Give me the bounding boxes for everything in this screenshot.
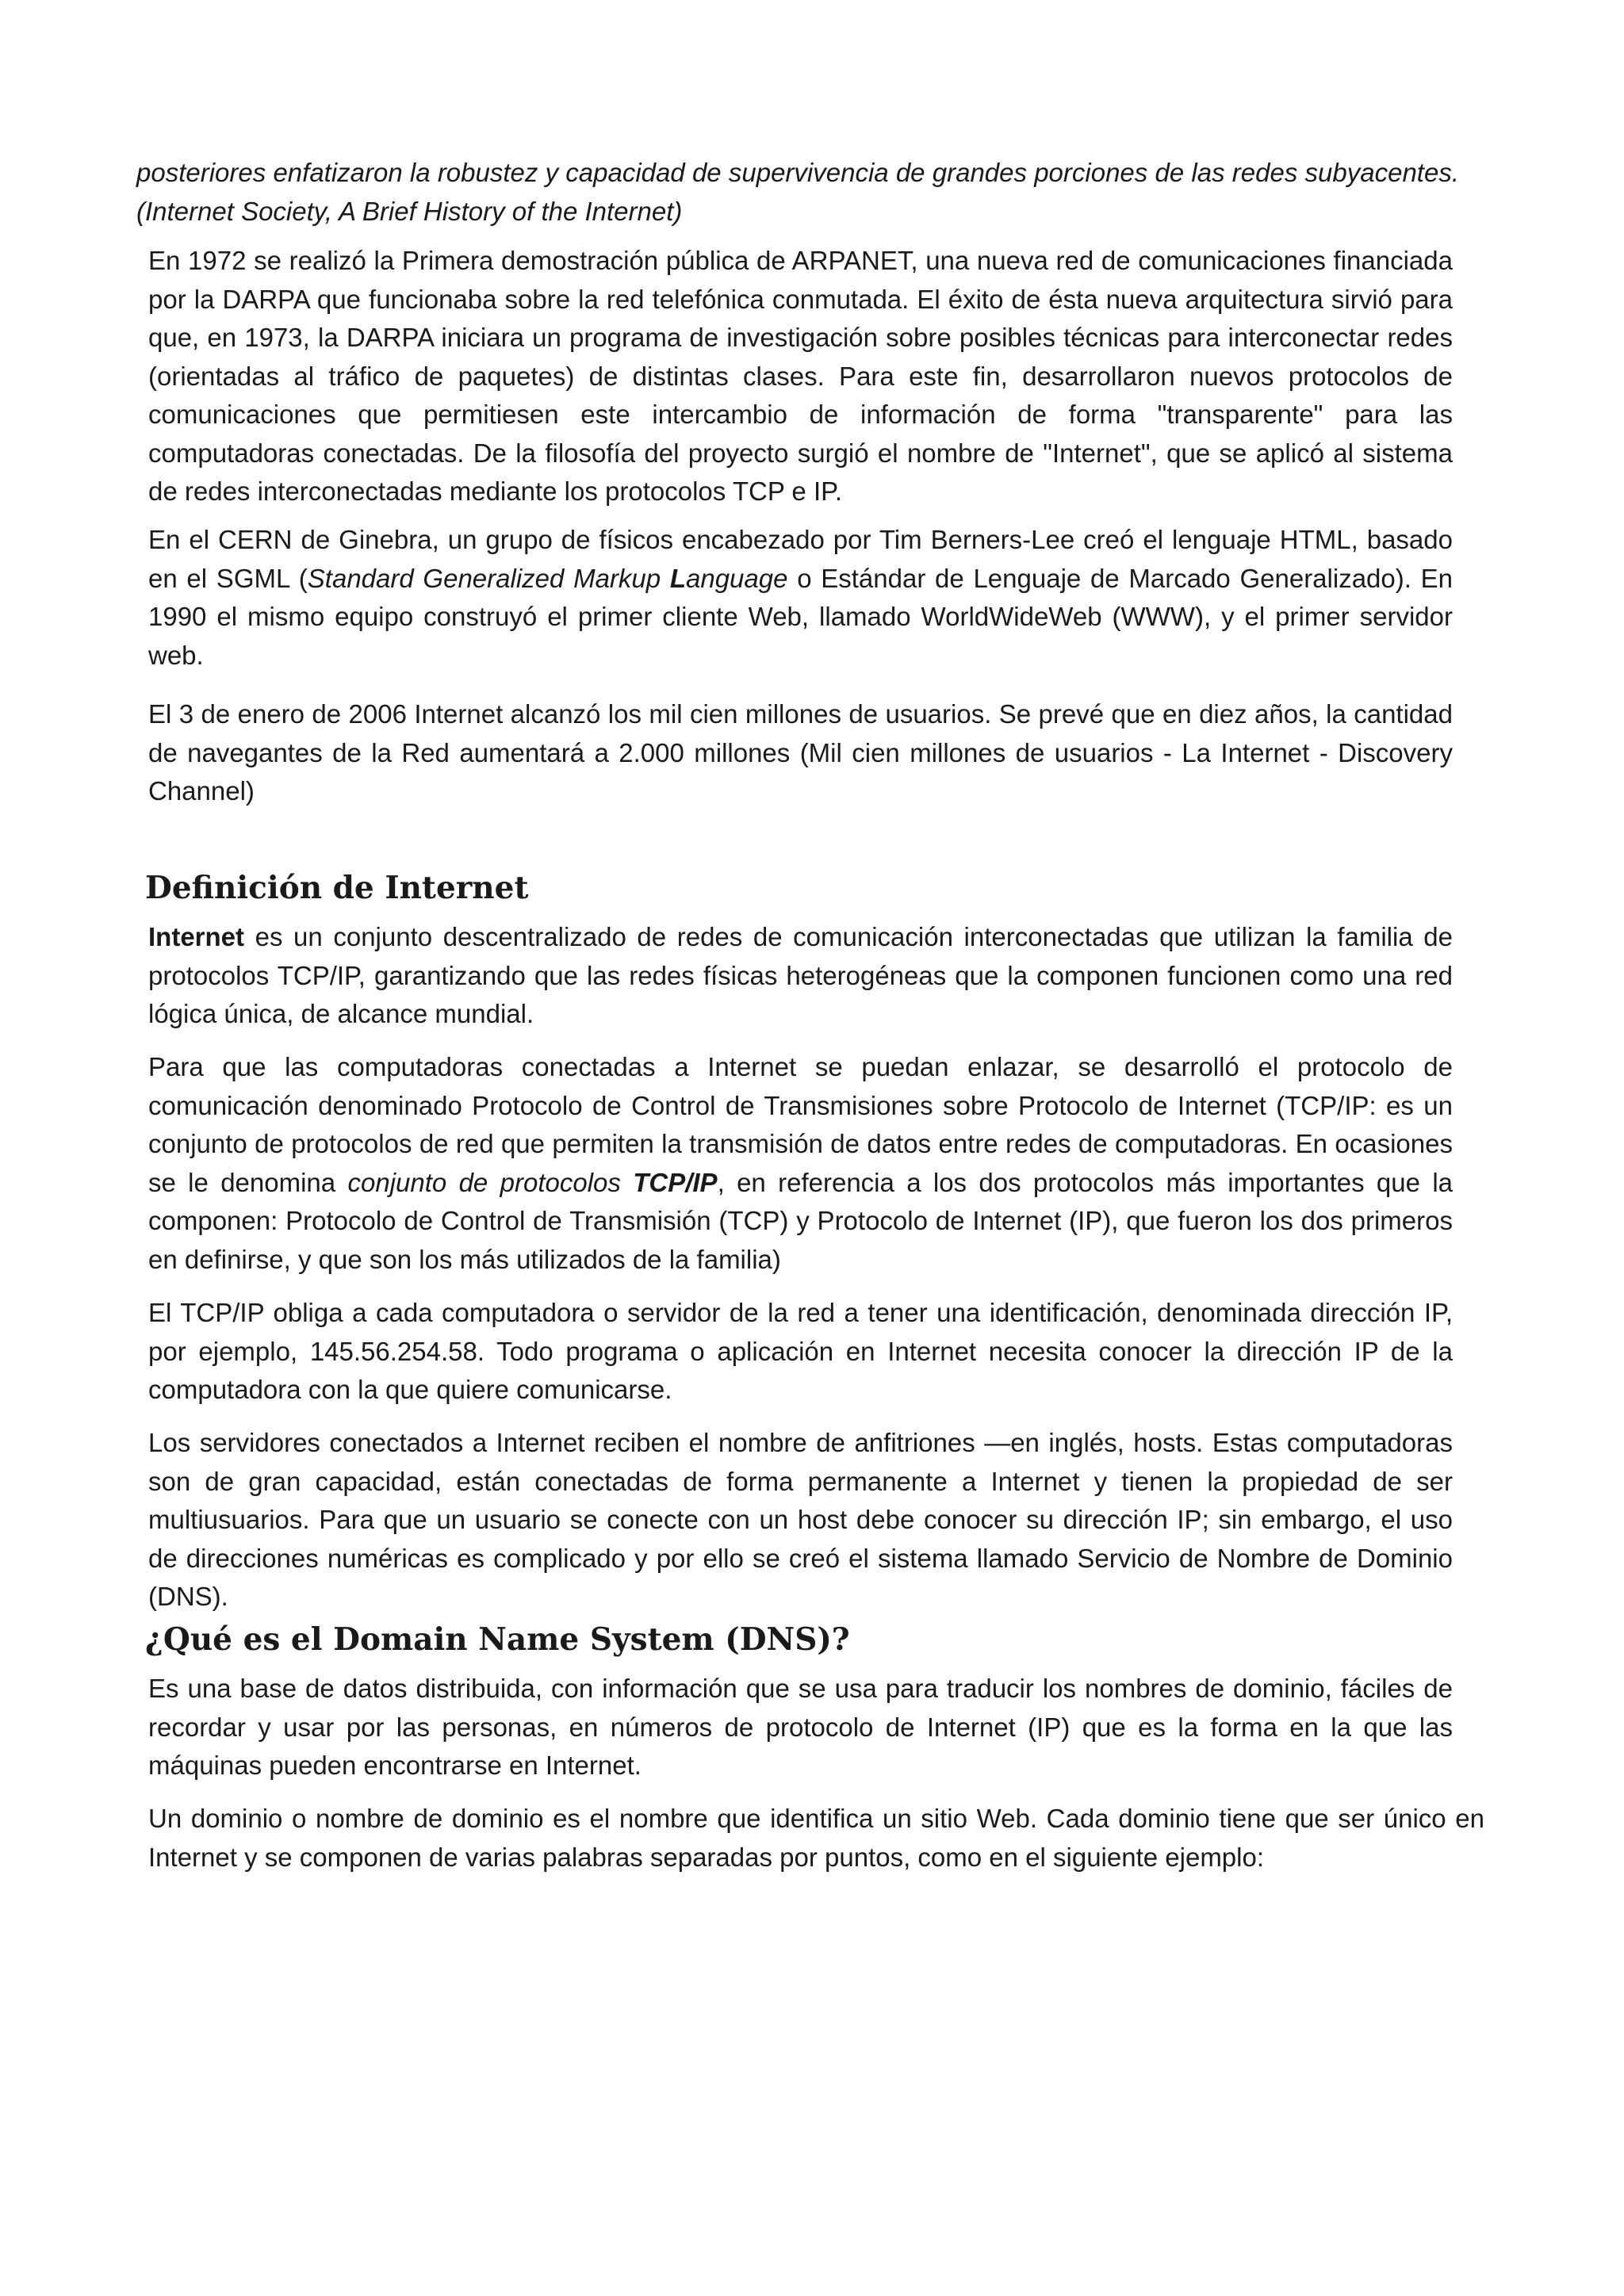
history-text: En el CERN de Ginebra, un grupo de físicos encabezado por Tim Berners-Lee creó el lenguaje HTML, basado en el SGML (: [148, 525, 1453, 593]
definition-bold-term: Internet: [148, 922, 245, 951]
definition-paragraph-hosts: Los servidores conectados a Internet reciben el nombre de anfitriones —en inglés, hosts. Estas computadoras son de gran capacidad, están conectadas de forma permanente a Internet y tienen la propiedad de ser multiusuarios. Para que un usuario se conecte con un host debe conocer su dirección IP; sin embargo, el uso de direcciones numéricas es complicado y por ello se creó el sistema llamado Servicio de Nombre de Dominio (DNS).: [148, 1428, 1453, 1611]
intro-quote: posteriores enfatizaron la robustez y capacidad de supervivencia de grandes porciones de las redes subyacentes. (Internet Society, A Brief History of the Internet): [136, 158, 1459, 226]
definition-paragraph-internet: [148, 918, 1453, 1034]
dns-paragraph-domain: Un dominio o nombre de dominio es el nombre que identifica un sitio Web. Cada dominio tiene que ser único en Internet y se componen de varias palabras separadas por puntos, como en el siguiente ejemplo:: [148, 1804, 1484, 1872]
history-paragraph-arpanet: En 1972 se realizó la Primera demostración pública de ARPANET, una nueva red de comunicaciones financiada por la DARPA que funcionaba sobre la red telefónica conmutada. El éxito de ésta nueva arquitectura sirvió para que, en 1973, la DARPA iniciara un programa de investigación sobre posibles técnicas para interconectar redes (orientadas al tráfico de paquetes) de distintas clases. Para este fin, desarrollaron nuevos protocolos de comunicaciones que permitiesen este intercambio de información de forma "transparente" para las computadoras conectadas. De la filosofía del proyecto surgió el nombre de "Internet", que se aplicó al sistema de redes interconectadas mediante los protocolos TCP e IP.: [148, 246, 1453, 506]
definition-italic-text: conjunto de protocolos: [347, 1167, 634, 1197]
definition-bold-italic-text: TCP/IP: [633, 1167, 718, 1197]
dns-heading: ¿Qué es el Domain Name System (DNS)?: [145, 1621, 850, 1658]
history-italic-text: Standard Generalized Markup: [307, 563, 670, 593]
definition-paragraph-tcpip: [148, 1048, 1453, 1279]
history-paragraph-users: El 3 de enero de 2006 Internet alcanzó los mil cien millones de usuarios. Se prevé que en diez años, la cantidad de navegantes de la Red aumentará a 2.000 millones (Mil cien millones de usuarios - La Internet - Discovery Channel): [148, 699, 1453, 806]
history-text: o Estándar de Lenguaje de Marcado Generalizado). En 1990 el mismo equipo construyó el primer cliente Web, llamado WorldWideWeb (WWW), y el primer servidor web.: [148, 563, 1453, 670]
history-bold-italic-text: L: [669, 563, 686, 593]
definition-text: Para que las computadoras conectadas a Internet se puedan enlazar, se desarrolló el protocolo de comunicación denominado Protocolo de Control de Transmisiones sobre Protocolo de Internet (TCP/IP: es un conjunto de protocolos de red que permiten la transmisión de datos entre redes de computadoras. En ocasiones se le denomina: [148, 1052, 1453, 1197]
definition-heading: Definición de Internet: [145, 870, 529, 906]
definition-text: es un conjunto descentralizado de redes de comunicación interconectadas que utilizan la familia de protocolos TCP/IP, garantizando que las redes físicas heterogéneas que la componen funcionen como una red lógica única, de alcance mundial.: [148, 922, 1453, 1028]
history-paragraph-html: [148, 521, 1453, 675]
dns-paragraph-database: Es una base de datos distribuida, con información que se usa para traducir los nombres de dominio, fáciles de recordar y usar por las personas, en números de protocolo de Internet (IP) que es la forma en la que las máquinas pueden encontrarse en Internet.: [148, 1674, 1453, 1780]
definition-text: , en referencia a los dos protocolos más importantes que la componen: Protocolo de Control de Transmisión (TCP) y Protocolo de Internet (IP), que fueron los dos primeros en definirse, y que son los más utilizados de la familia): [148, 1167, 1454, 1274]
definition-paragraph-ip-address: El TCP/IP obliga a cada computadora o servidor de la red a tener una identificación, denominada dirección IP, por ejemplo, 145.56.254.58. Todo programa o aplicación en Internet necesita conocer la dirección IP de la computadora con la que quiere comunicarse.: [148, 1298, 1453, 1404]
history-italic-text: anguage: [686, 563, 788, 593]
